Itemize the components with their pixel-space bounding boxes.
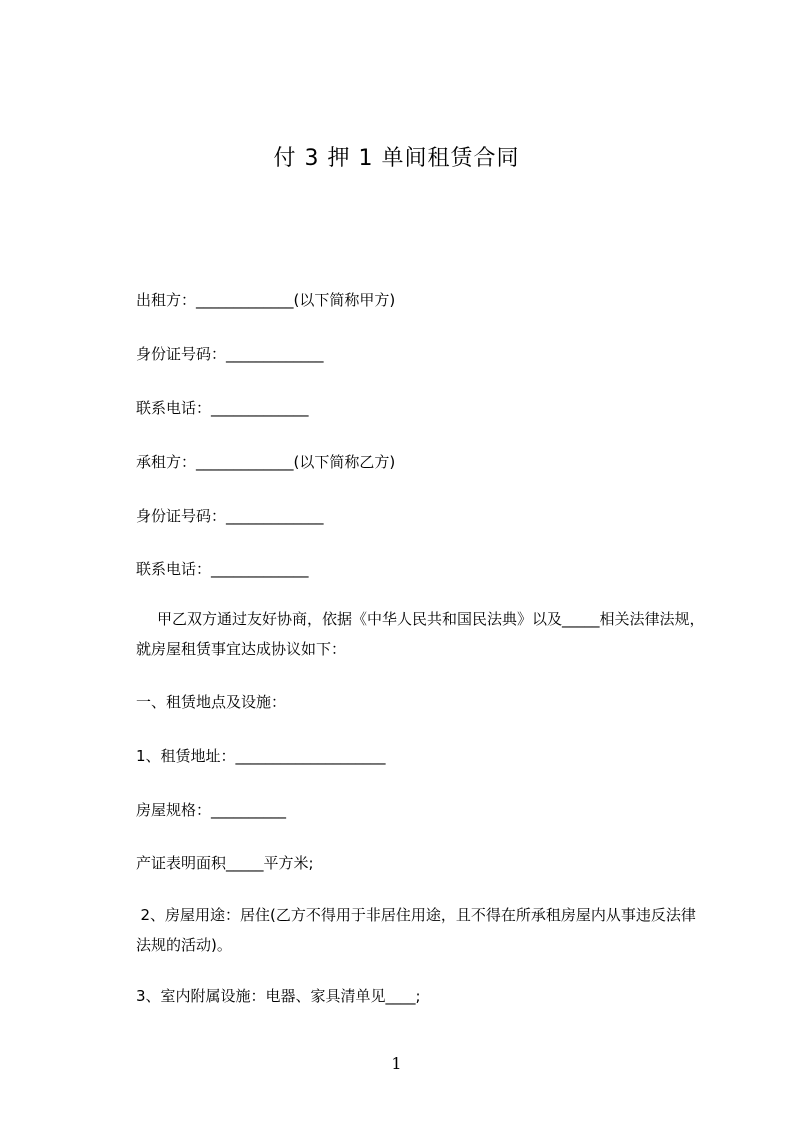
house-use-paragraph: 2、房屋用途：居住(乙方不得用于非居住用途，且不得在所承租房屋内从事违反法律法规的活动)。 [136,906,696,954]
facilities-line: 3、室内附属设施：电器、家具清单见____; [136,987,421,1005]
house-spec-line: 房屋规格：__________ [136,801,287,819]
document-title: 付 3 押 1 单间租赁合同 [273,146,520,171]
page-number: 1 [391,1054,402,1073]
preamble-paragraph: 甲乙双方通过友好协商，依据《中华人民共和国民法典》以及_____相关法律法规，就房屋租赁事宜达成协议如下： [136,610,705,658]
section-1-heading: 一、租赁地点及设施： [136,693,287,711]
lessor-phone-line: 联系电话：_____________ [136,399,309,417]
lessee-phone-line: 联系电话：_____________ [136,560,309,578]
floor-area-line: 产证表明面积_____平方米; [136,854,314,872]
lessor-line: 出租方：_____________(以下简称甲方) [136,291,396,309]
rental-address-line: 1、租赁地址：____________________ [136,747,386,765]
lessor-id-line: 身份证号码：_____________ [136,345,324,363]
lessee-id-line: 身份证号码：_____________ [136,507,324,525]
lessee-line: 承租方：_____________(以下简称乙方) [136,453,396,471]
